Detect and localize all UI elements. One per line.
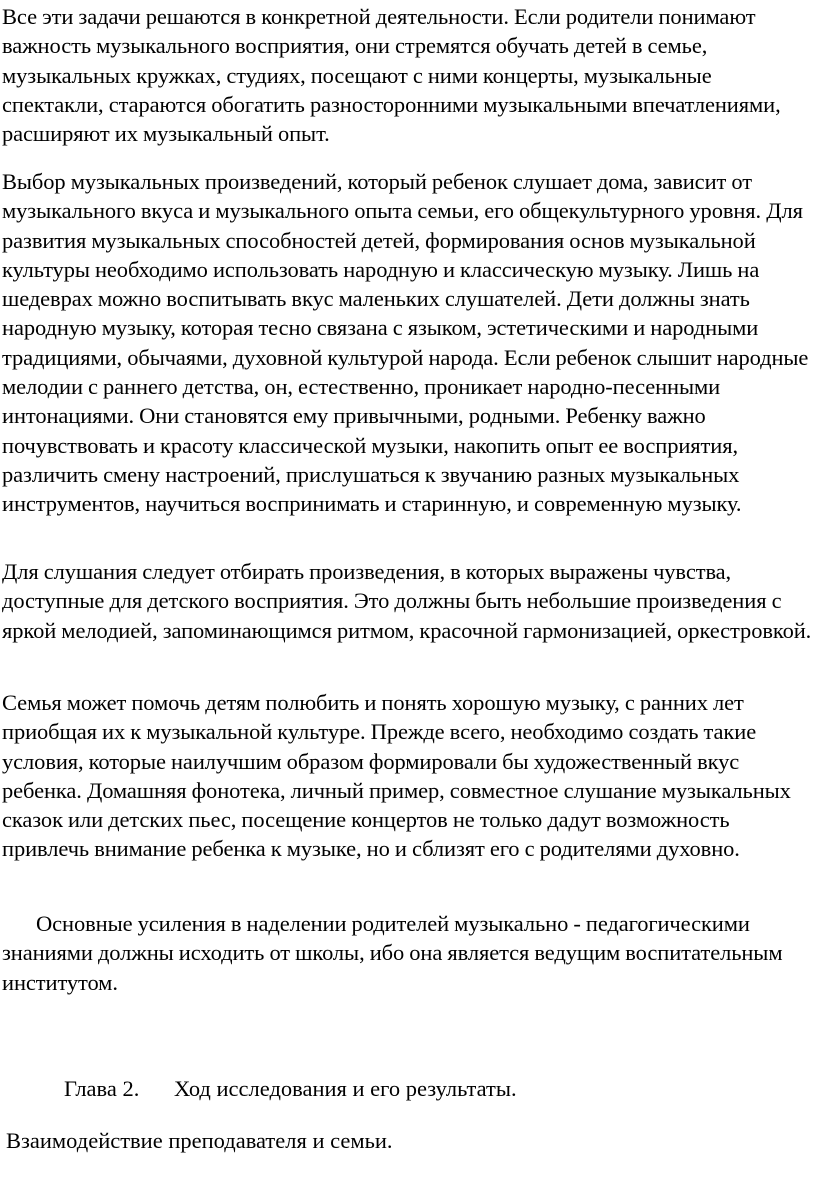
paragraph-family-role: Семья может помочь детям полюбить и понять хорошую музыку, с ранних лет приобщая их к музыкальной культуре. Прежде всего, необходимо создать такие условия, которые наилучшим образом формировали бы художественный вкус ребенка. Домашняя фонотека, личный пример, совместное слушание музыкальных сказок или детских пьес, посещение концертов не только дадут возможность привлечь внимание ребенка к музыке, но и сблизят его с родителями духовно. (2, 690, 791, 862)
chapter-title: Ход исследования и его результаты. (174, 1076, 517, 1101)
chapter-heading (64, 1074, 517, 1103)
paragraph-music-selection: Выбор музыкальных произведений, который ребенок слушает дома, зависит от музыкального вкуса и музыкального опыта семьи, его общекультурного уровня. Для развития музыкальных способностей детей, формирования основ музыкальной культуры необходимо использовать народную и классическую музыку. Лишь на шедеврах можно воспитывать вкус маленьких слушателей. Дети должны знать народную музыку, которая тесно связана с языком, эстетическими и народными традициями, обычаями, духовной культурой народа. Если ребенок слышит народные мелодии с раннего детства, он, естественно, проникает народно-песенными интонациями. Они становятся ему привычными, родными. Ребенку важно почувствовать и красоту классической музыки, накопить опыт ее восприятия, различить смену настроений, прислушаться к звучанию разных музыкальных инструментов, научиться воспринимать и старинную, и современную музыку. (2, 169, 809, 517)
paragraph-listening-criteria: Для слушания следует отбирать произведения, в которых выражены чувства, доступные для детского восприятия. Это должны быть небольшие произведения с яркой мелодией, запоминающимся ритмом, красочной гармонизацией, оркестровкой. (2, 559, 812, 643)
section-subheading: Взаимодействие преподавателя и семьи. (6, 1128, 393, 1153)
chapter-number: Глава 2. (64, 1076, 140, 1101)
paragraph-school-role: Основные усиления в наделении родителей музыкально - педагогическими знаниями должны исходить от школы, ибо она является ведущим воспитательным институтом. (2, 911, 783, 995)
paragraph-family-music-education: Все эти задачи решаются в конкретной деятельности. Если родители понимают важность музыкального восприятия, они стремятся обучать детей в семье, музыкальных кружках, студиях, посещают с ними концерты, музыкальные спектакли, стараются обогатить разносторонними музыкальными впечатлениями, расширяют их музыкальный опыт. (2, 4, 781, 147)
